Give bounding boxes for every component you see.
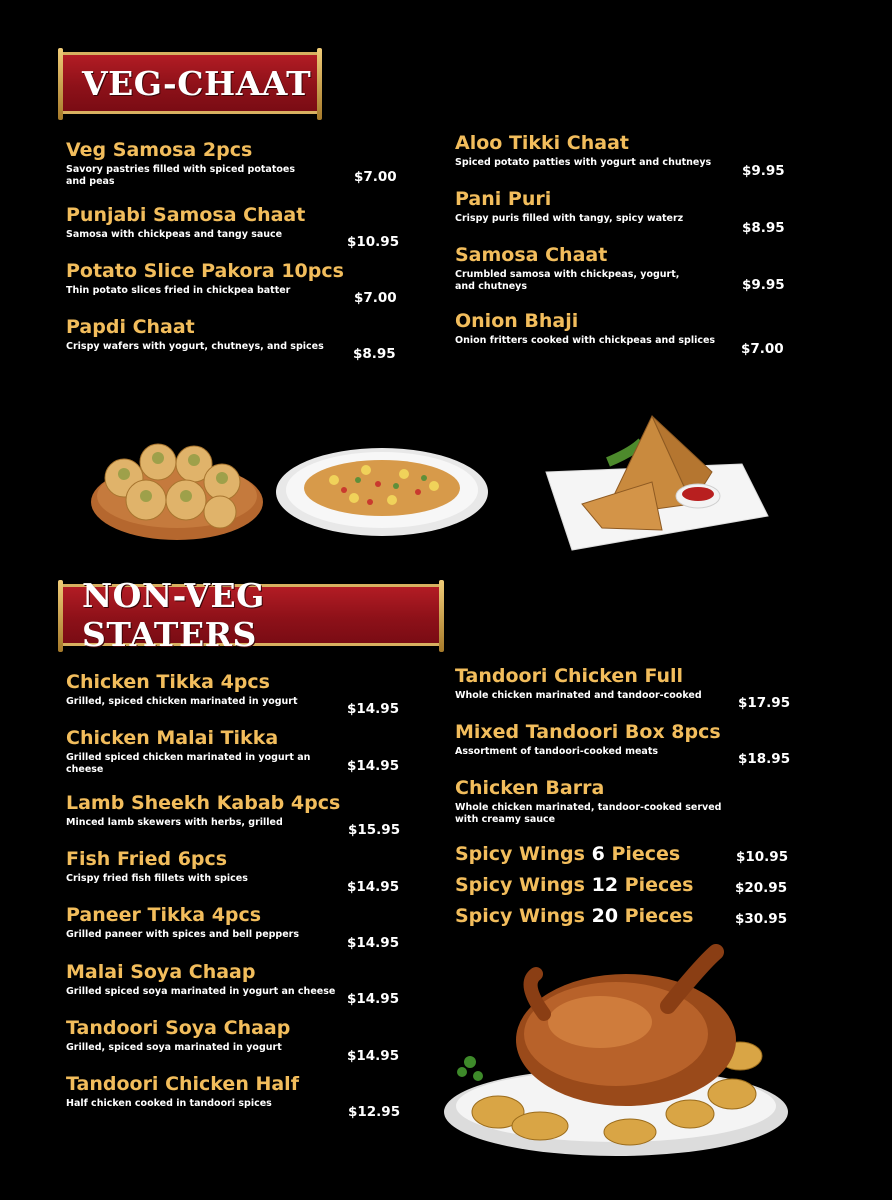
item-price: $9.95 [742, 163, 785, 179]
item-unit: Pieces [624, 905, 694, 927]
wings-item [455, 843, 680, 865]
menu-item [455, 665, 730, 702]
item-price: $30.95 [735, 911, 788, 927]
item-name: Potato Slice Pakora 10pcs [66, 260, 344, 282]
item-description: Assortment of tandoori-cooked meats [455, 746, 659, 757]
item-name: Samosa Chaat [455, 244, 608, 266]
item-name: Chicken Malai Tikka [66, 727, 279, 749]
papdi-chaat-plate-image [274, 440, 490, 540]
item-price: $14.95 [347, 879, 400, 895]
item-price: $7.00 [741, 341, 784, 357]
item-name: Fish Fried 6pcs [66, 848, 228, 870]
item-price: $17.95 [738, 695, 791, 711]
item-price: $7.00 [354, 290, 397, 306]
item-description: Samosa with chickpeas and tangy sauce [66, 229, 283, 240]
menu-item [455, 721, 730, 758]
item-description: Spiced potato patties with yogurt and chutneys [455, 157, 712, 168]
menu-item [66, 316, 366, 353]
item-name: Spicy Wings [455, 874, 585, 896]
menu-item [455, 132, 740, 169]
item-price: $12.95 [348, 1104, 401, 1120]
item-description: Crumbled samosa with chickpeas, yogurt, and chutneys [455, 269, 680, 292]
item-name: Paneer Tikka 4pcs [66, 904, 262, 926]
item-price: $14.95 [347, 758, 400, 774]
item-name: Papdi Chaat [66, 316, 195, 338]
wings-item [455, 905, 693, 927]
roast-chicken-plate-image [440, 944, 790, 1164]
item-name: Onion Bhaji [455, 310, 579, 332]
item-description: Whole chicken marinated and tandoor-cooked [455, 690, 702, 701]
item-description: Grilled paneer with spices and bell peppers [66, 929, 300, 940]
menu-item [455, 244, 740, 293]
item-description: Savory pastries filled with spiced potatoes and peas [66, 164, 295, 187]
pani-puri-plate-image [88, 432, 266, 544]
menu-item [66, 727, 336, 776]
item-unit: Pieces [624, 874, 694, 896]
item-price: $14.95 [347, 991, 400, 1007]
item-name: Chicken Tikka 4pcs [66, 671, 270, 693]
item-name: Lamb Sheekh Kabab 4pcs [66, 792, 341, 814]
item-count: 12 [591, 874, 619, 896]
item-description: Whole chicken marinated, tandoor-cooked served with creamy sauce [455, 802, 722, 825]
item-count: 20 [591, 905, 619, 927]
menu-item [455, 188, 740, 225]
item-description: Grilled, spiced chicken marinated in yogurt [66, 696, 298, 707]
wings-item [455, 874, 693, 896]
item-price: $14.95 [347, 701, 400, 717]
item-name: Tandoori Chicken Half [66, 1073, 299, 1095]
item-price: $8.95 [742, 220, 785, 236]
item-price: $18.95 [738, 751, 791, 767]
item-unit: Pieces [611, 843, 681, 865]
item-price: $7.00 [354, 169, 397, 185]
item-price: $9.95 [742, 277, 785, 293]
menu-item [66, 139, 316, 188]
menu-item [66, 671, 336, 708]
samosa-plate-image [542, 412, 772, 558]
item-description: Minced lamb skewers with herbs, grilled [66, 817, 283, 828]
item-name: Pani Puri [455, 188, 552, 210]
item-name: Punjabi Samosa Chaat [66, 204, 306, 226]
item-name: Chicken Barra [455, 777, 605, 799]
menu-item [66, 204, 366, 241]
menu-item [66, 1017, 336, 1054]
item-description: Grilled, spiced soya marinated in yogurt [66, 1042, 282, 1053]
item-name: Tandoori Chicken Full [455, 665, 684, 687]
item-price: $10.95 [736, 849, 789, 865]
menu-item [66, 961, 346, 998]
menu-item [66, 904, 336, 941]
item-name: Spicy Wings [455, 843, 585, 865]
item-description: Grilled spiced chicken marinated in yogurt an cheese [66, 752, 311, 775]
item-description: Crispy fried fish fillets with spices [66, 873, 248, 884]
menu-item [455, 777, 740, 826]
item-name: Aloo Tikki Chaat [455, 132, 630, 154]
non-veg-starters-title: NON-VEG STATERS [82, 576, 265, 654]
item-name: Veg Samosa 2pcs [66, 139, 253, 161]
item-name: Mixed Tandoori Box 8pcs [455, 721, 721, 743]
item-price: $10.95 [347, 234, 400, 250]
item-description: Thin potato slices fried in chickpea batter [66, 285, 291, 296]
item-price: $8.95 [353, 346, 396, 362]
item-name: Spicy Wings [455, 905, 585, 927]
item-price: $14.95 [347, 1048, 400, 1064]
veg-chaat-banner [62, 52, 318, 114]
menu-item [66, 792, 356, 829]
item-description: Onion fritters cooked with chickpeas and splices [455, 335, 716, 346]
menu-item [66, 260, 366, 297]
item-price: $15.95 [348, 822, 401, 838]
menu-item [66, 848, 336, 885]
item-count: 6 [591, 843, 605, 865]
item-description: Grilled spiced soya marinated in yogurt an cheese [66, 986, 336, 997]
item-description: Crispy wafers with yogurt, chutneys, and spices [66, 341, 324, 352]
menu-item [66, 1073, 336, 1110]
item-description: Half chicken cooked in tandoori spices [66, 1098, 272, 1109]
veg-chaat-title: VEG-CHAAT [82, 63, 312, 103]
item-price: $20.95 [735, 880, 788, 896]
item-description: Crispy puris filled with tangy, spicy waterz [455, 213, 684, 224]
menu-item [455, 310, 740, 347]
item-name: Malai Soya Chaap [66, 961, 256, 983]
non-veg-starters-banner [62, 576, 440, 654]
item-name: Tandoori Soya Chaap [66, 1017, 291, 1039]
item-price: $14.95 [347, 935, 400, 951]
